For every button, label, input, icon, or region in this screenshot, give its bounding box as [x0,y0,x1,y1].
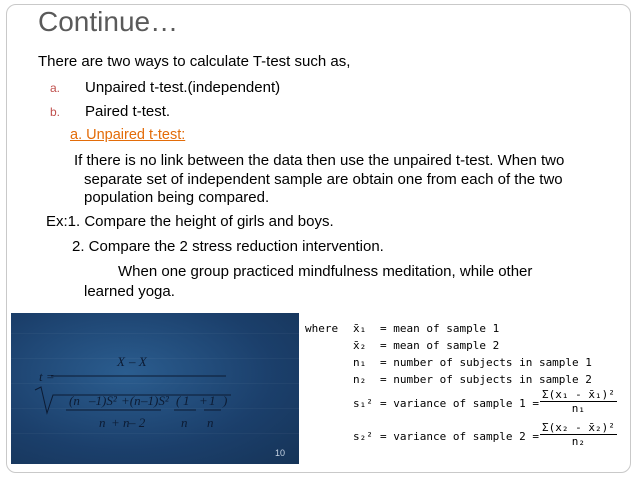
def-sym-n2: n₂ [353,373,367,386]
paragraph-line-1: If there is no link between the data then use the unpaired t-test. When two [74,152,565,169]
example-line-2: 2. Compare the 2 stress reduction intervention. [72,238,384,255]
def-sym-x2: x̄₂ [353,339,367,352]
subheading-unpaired-link[interactable]: a. Unpaired t-test: [70,127,186,143]
svg-text:+(n: +(n [121,393,141,408]
def-sym-x1: x̄₁ [353,322,367,335]
page-number: 10 [274,448,285,458]
svg-text:n: n [181,415,188,430]
svg-text:n: n [99,415,106,430]
var2-numerator: Σ(x₂ - x̄₂)² [542,421,615,434]
svg-text:X: X [117,354,125,369]
example-line-3: When one group practiced mindfulness meditation, while other [118,263,533,280]
paragraph-line-3: population being compared. [84,189,270,206]
svg-text:–1)S²: –1)S² [141,393,169,408]
var1-numerator: Σ(x₁ - x̄₁)² [542,388,615,401]
def-sym-n1: n₁ [353,356,367,369]
svg-text:1: 1 [209,393,216,408]
def-text-x2: = mean of sample 2 [380,339,500,352]
def-text-n2: = number of subjects in sample 2 [380,373,592,386]
def-sym-s2: s₂² [353,430,373,443]
list-item-paired: Paired t-test. [85,103,171,120]
slide-title: Continue… [38,6,179,37]
def-sym-s1: s₁² [353,397,373,410]
example-line-4: learned yoga. [84,283,175,300]
svg-text:n: n [207,415,214,430]
svg-text:): ) [223,393,228,408]
svg-text:(n: (n [69,393,80,408]
list-marker-a: a. [50,81,61,95]
svg-text:t =: t = [39,369,55,384]
t-formula-graphic [11,313,299,464]
svg-text:+: + [199,393,208,408]
var1-denominator: n₁ [571,402,586,415]
svg-text:+ n: + n [111,415,130,430]
def-text-s2: = variance of sample 2 = [380,430,539,443]
def-text-n1: = number of subjects in sample 1 [380,356,592,369]
intro-text: There are two ways to calculate T-test such as, [38,53,351,70]
where-label: where [305,322,339,335]
definitions-panel [305,318,625,464]
var1-fraction [540,388,617,415]
svg-text:(: ( [176,393,181,408]
svg-text:– X: – X [129,354,147,369]
var2-fraction [540,421,617,448]
def-text-s1: = variance of sample 1 = [380,397,539,410]
svg-text:–1)S²: –1)S² [89,393,117,408]
def-text-x1: = mean of sample 1 [380,322,500,335]
svg-text:– 2: – 2 [129,415,146,430]
svg-text:1: 1 [183,393,190,408]
var2-denominator: n₂ [571,435,586,448]
t-formula-image [11,313,299,464]
example-line-1: Ex:1. Compare the height of girls and boys. [46,213,334,230]
list-item-unpaired: Unpaired t-test.(independent) [85,79,281,96]
paragraph-line-2: separate set of independent sample are obtain one from each of the two [84,171,563,188]
list-marker-b: b. [50,105,61,119]
